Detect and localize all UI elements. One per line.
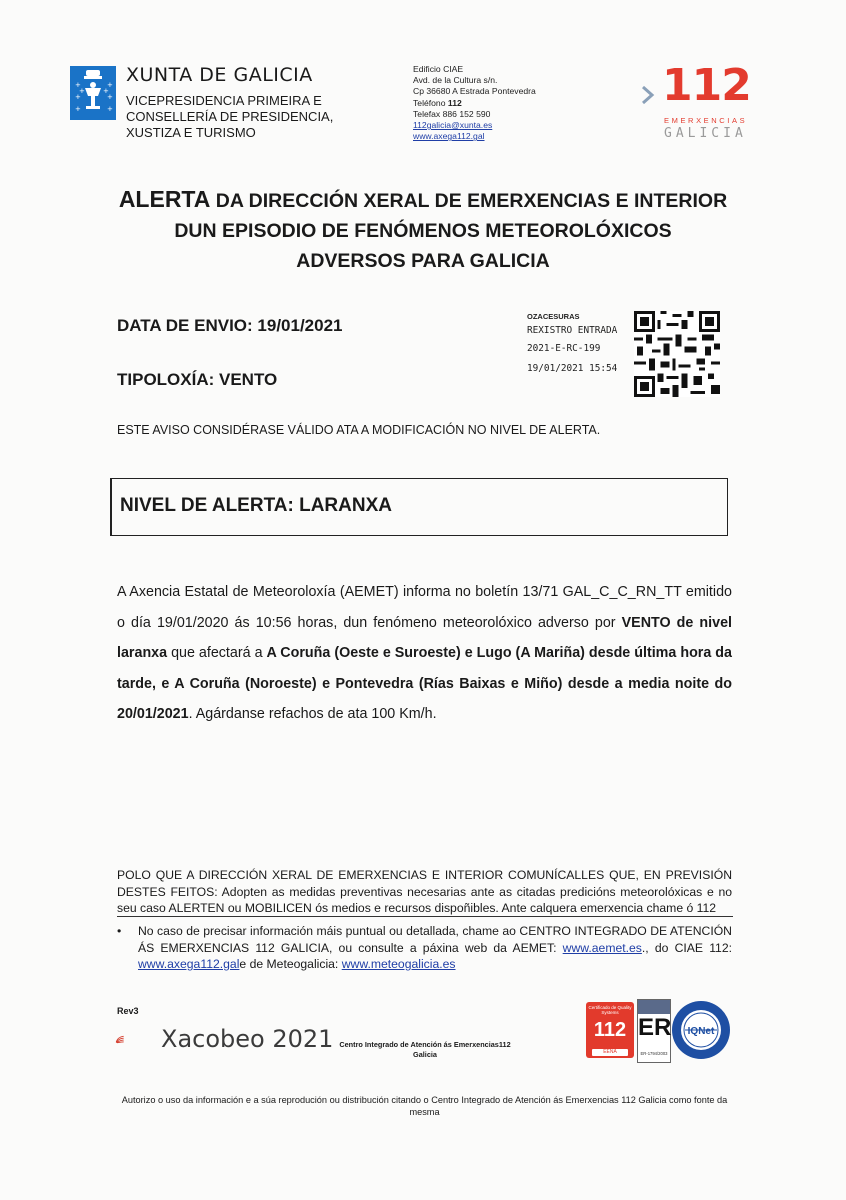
logo-112-line2: GALICIA	[664, 126, 747, 141]
usage-footnote: Autorizo o uso da información e a súa reprodución ou distribución citando o Centro Integrado de Atención ás Emerxencias 112 Galicia como fonte da mesma	[121, 1095, 728, 1117]
document-title	[0, 184, 846, 276]
qr-code-icon	[634, 311, 720, 397]
body-text: que afectará a	[167, 645, 267, 661]
bullet-text-part: e de Meteogalicia:	[239, 957, 342, 971]
stamp-office: OZACESURAS	[527, 312, 580, 321]
contact-fax: Telefax 886 152 590	[413, 108, 491, 119]
logo-112-line1: EMERXENCIAS	[664, 116, 748, 125]
svg-text:+: +	[75, 81, 81, 89]
typology: TIPOLOXÍA: VENTO	[117, 370, 278, 389]
cert-112-number: 112	[593, 1019, 627, 1041]
title-line1-rest: DA DIRECCIÓN XERAL DE EMERXENCIAS E INTERIOR	[210, 190, 728, 212]
phone-label: Teléfono	[413, 97, 448, 108]
svg-text:+: +	[79, 87, 85, 95]
info-bullet	[117, 923, 732, 973]
revision-label: Rev3	[117, 1006, 139, 1016]
registry-stamp	[527, 311, 617, 379]
xacobeo-scallop-icon	[115, 1018, 159, 1060]
alert-level: NIVEL DE ALERTA: LARANXA	[120, 495, 392, 516]
centre-line: Centro Integrado de Atención ás Emerxencias112	[339, 1040, 511, 1049]
contact-street: Avd. de la Cultura s/n.	[413, 75, 498, 86]
centre-line: Galicia	[413, 1049, 437, 1059]
org-subtitle	[126, 93, 366, 141]
stamp-datetime: 19/01/2021 15:54	[527, 363, 618, 374]
axega-link[interactable]: www.axega112.gal	[138, 957, 240, 971]
bullet-text	[138, 923, 732, 973]
title-line: ADVERSOS PARA GALICIA	[296, 250, 550, 272]
bullet-text-part: ., do CIAE 112:	[641, 940, 733, 955]
alert-level-box	[110, 478, 728, 536]
svg-text:+: +	[75, 105, 81, 113]
cert-112-caption: Certificado de Quality Systems	[588, 1005, 632, 1015]
body-text: A Axencia Estatal de Meteoroloxía (AEMET) informa no boletín 13/71 GAL_C_C_RN_TT emitido o día 19/01/2020 ás 10:56 horas, dun fenómeno meteorolóxico adverso por	[117, 584, 732, 631]
chevron-right-icon	[640, 84, 658, 106]
iqnet-label: IQNet	[687, 1026, 715, 1037]
aenor-er-badge	[637, 999, 671, 1063]
aemet-link[interactable]: www.aemet.es	[562, 940, 642, 955]
svg-text:+: +	[107, 93, 113, 101]
logo-112-number: 112	[662, 60, 751, 111]
aenor-er-icon: ER	[638, 1014, 672, 1041]
svg-text:+: +	[107, 81, 113, 89]
cert-112-eena: EENA	[592, 1049, 628, 1056]
title-line: DUN EPISODIO DE FENÓMENOS METEOROLÓXICOS	[174, 220, 672, 242]
stamp-registry: REXISTRO ENTRADA	[527, 325, 618, 336]
body-text: . Agárdanse refachos de ata 100 Km/h.	[188, 706, 437, 722]
contact-postal: Cp 36680 A Estrada Pontevedra	[413, 86, 536, 97]
meteogalicia-link[interactable]: www.meteogalicia.es	[341, 957, 456, 971]
validity-note: ESTE AVISO CONSIDÉRASE VÁLIDO ATA A MODIFICACIÓN NO NIVEL DE ALERTA.	[117, 423, 601, 437]
contact-block	[413, 64, 536, 142]
org-subtitle-line: XUSTIZA E TURISMO	[126, 125, 256, 140]
xunta-shield-icon	[70, 66, 116, 120]
certificate-112-badge	[586, 1002, 634, 1058]
iqnet-certified-icon	[671, 1000, 731, 1060]
phone-value: 112	[447, 97, 462, 108]
contact-email-link[interactable]: 112galicia@xunta.es	[413, 120, 493, 131]
contact-building: Edificio CIAE	[413, 64, 464, 74]
bulletin-paragraph	[117, 577, 732, 730]
stamp-number: 2021-E-RC-199	[527, 343, 601, 354]
svg-text:+: +	[107, 105, 113, 113]
notice-paragraph: POLO QUE A DIRECCIÓN XERAL DE EMERXENCIAS E INTERIOR COMUNÍCALLES QUE, EN PREVISIÓN DESTES FEITOS: Adopten as medidas preventivas necesarias ante as citadas predicións meteorolóxicas e no seu caso ALERTEN ou MOBILICEN ós medios e recursos dispoñibles. Ante calquera emerxencia chame ó 112	[117, 868, 732, 915]
aenor-code: ER-1794/2003	[640, 1051, 668, 1056]
body-bold: A Coruña (Oeste e Suroeste) e Lugo (A Mariña) desde última hora da tarde, e A Coruña (Noroeste) e Pontevedra (Rías Baixas e Miño) desde a media noite do 20/01/2021	[117, 645, 732, 722]
emerxencias-112-logo	[640, 60, 752, 146]
org-subtitle-line: CONSELLERÍA DE PRESIDENCIA,	[126, 109, 334, 124]
title-lead: ALERTA	[118, 186, 211, 212]
body-bold: VENTO de nivel laranxa	[117, 614, 733, 661]
svg-text:+: +	[103, 87, 109, 95]
org-subtitle-line: VICEPRESIDENCIA PRIMEIRA E	[126, 93, 322, 108]
org-title: XUNTA DE GALICIA	[126, 64, 313, 86]
contact-web-link[interactable]: www.axega112.gal	[413, 131, 485, 142]
centre-name	[339, 1040, 511, 1059]
bullet-text-part: No caso de precisar información máis puntual ou detallada, chame ao CENTRO INTEGRADO DE ATENCIÓN ÁS EMERXENCIAS 112 GALICIA, ou consulte a páxina web da AEMET:	[138, 924, 732, 955]
bullet-icon: •	[117, 924, 122, 938]
svg-text:+: +	[75, 93, 81, 101]
aenor-banner	[638, 1000, 670, 1014]
send-date: DATA DE ENVIO: 19/01/2021	[117, 316, 343, 335]
divider	[117, 916, 733, 917]
title-line	[0, 184, 846, 216]
xacobeo-logo-text: Xacobeo 2021	[161, 1025, 334, 1053]
contact-phone	[413, 98, 536, 109]
